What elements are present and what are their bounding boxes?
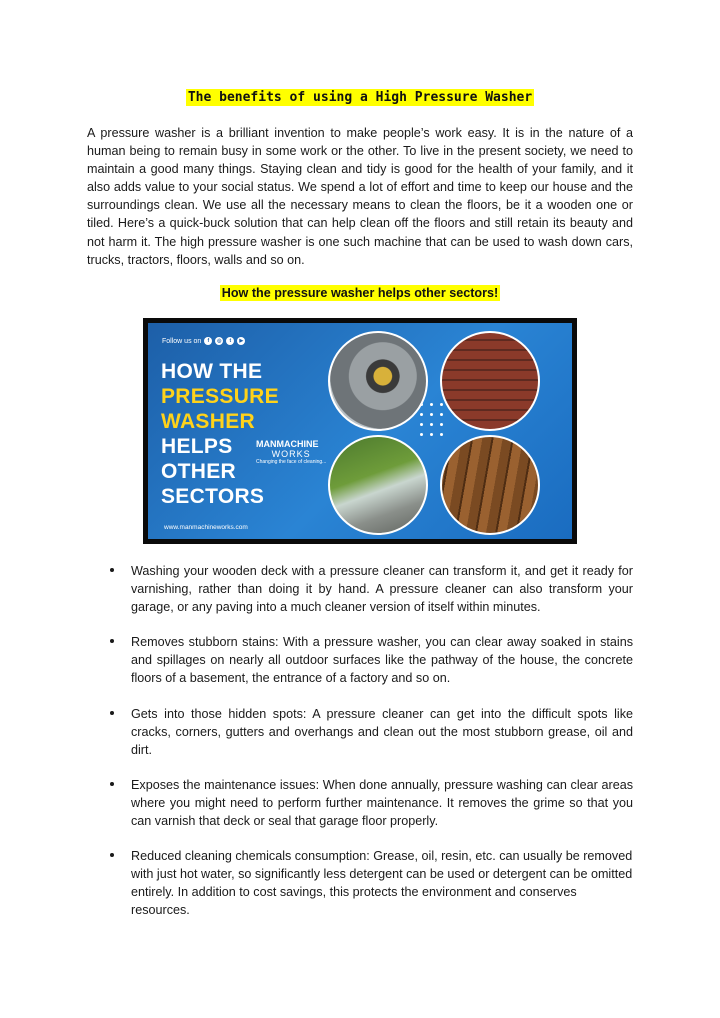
brick-wall-photo: [440, 331, 540, 431]
website-url: www.manmachineworks.com: [164, 524, 248, 531]
follow-us: [162, 337, 245, 345]
excavator-photo: [328, 331, 428, 431]
instagram-icon: ◎: [217, 338, 222, 344]
bullet-icon: [110, 711, 114, 715]
headline-line: SECTORS: [161, 485, 265, 508]
subtitle-block: [0, 284, 720, 302]
list-item-text: Exposes the maintenance issues: When done annually, pressure washing can clear areas where you might need to perform further maintenance. It removes the grime so that you can varnish that deck or seal that garage floor properly.: [131, 777, 633, 829]
list-item-text: Gets into those hidden spots: A pressure cleaner can get into the difficult spots like cracks, corners, gutters and overhangs and clean out the most stubborn grease, oil and dirt.: [131, 706, 633, 757]
headline-line: PRESSURE: [161, 385, 279, 408]
facebook-icon: f: [204, 337, 212, 345]
intro-paragraph: A pressure washer is a brilliant invention to make people’s work easy. It is in the nature of a human being to remain busy in some work or the other. To live in the present society, we need to maintain a good many things. Staying clean and tidy is good for the health of your family, and it also adds value to your social status. We spend a lot of effort and time to keep our house and the surroundings clean. We use all the necessary means to clean the floors, be it a wooden one or tiled. Here’s a quick-buck solution that can help clean off the floors and still retain its beauty and not harm it. The high pressure washer is one such machine that can be used to wash down cars, trucks, tractors, floors, walls and so on.: [87, 126, 633, 267]
list-item: [110, 776, 633, 830]
title-block: [0, 88, 720, 106]
list-item-text: Reduced cleaning chemicals consumption: Grease, oil, resin, etc. can usually be removed with just hot water, so significantly less detergent can be used or detergent can be omitted entirely. In addition to cost savings, this protects the environment and conserves resources.: [131, 849, 633, 918]
follow-text: Follow us on: [162, 337, 202, 345]
headline-line: OTHER: [161, 460, 236, 483]
brand-logo: [256, 439, 326, 465]
list-item-text: Removes stubborn stains: With a pressure washer, you can clear away soaked in stains and spillages on nearly all outdoor surfaces like the pathway of the house, the concrete floors of a basement, the entrance of a factory and so on.: [131, 635, 633, 686]
list-item: [110, 633, 633, 687]
wooden-deck-photo: [440, 435, 540, 535]
list-item: [110, 705, 633, 759]
twitter-icon: t: [226, 337, 234, 345]
headline-line: HELPS: [161, 435, 233, 458]
decorative-dots: [418, 401, 448, 451]
headline-line: WASHER: [161, 410, 255, 433]
brand-tagline: Changing the face of cleaning...: [256, 459, 327, 465]
bullet-icon: [110, 782, 114, 786]
list-item: [110, 562, 633, 616]
banner-image: [143, 318, 577, 544]
benefits-list: [110, 562, 633, 937]
document-title: The benefits of using a High Pressure Washer: [187, 90, 533, 105]
headline-line: HOW THE: [161, 360, 263, 383]
brand-name: MANMACHINE: [256, 439, 319, 449]
bullet-icon: [110, 568, 114, 572]
youtube-icon: ▶: [237, 337, 245, 345]
list-item: [110, 847, 633, 919]
banner-background: [148, 323, 572, 539]
section-subtitle: How the pressure washer helps other sectors!: [221, 286, 499, 300]
bullet-icon: [110, 853, 114, 857]
bullet-icon: [110, 639, 114, 643]
garden-photo: [328, 435, 428, 535]
list-item-text: Washing your wooden deck with a pressure cleaner can transform it, and get it ready for varnishing, rather than doing it by hand. A pressure cleaner can also transform your garage, or any paving into a much cleaner version of itself within minutes.: [131, 564, 633, 615]
brand-works: WORKS: [271, 449, 311, 459]
